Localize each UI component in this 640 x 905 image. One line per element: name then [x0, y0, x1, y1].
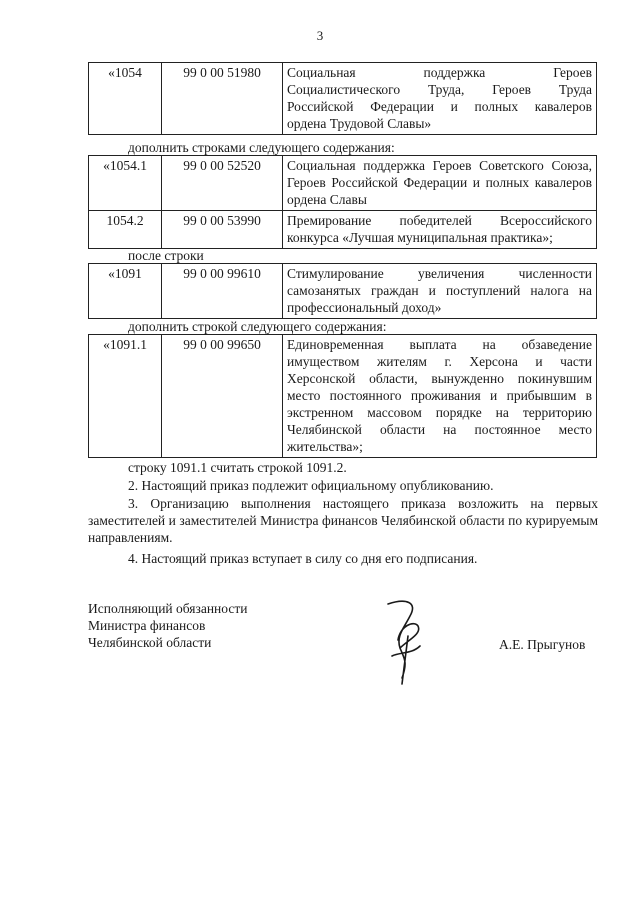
table-row [89, 264, 597, 319]
table-row-1091-1 [88, 334, 597, 458]
item-3: 3. Организацию выполнения настоящего приказа возложить на первых заместителей и заместителей Министра финансов Челябинской области по курируемым направлениям. [88, 496, 598, 545]
handwritten-signature [378, 596, 438, 686]
row-description: Стимулирование увеличения численности самозанятых граждан и поступлений налога на профессиональный доход» [283, 264, 597, 319]
table-row-1054 [88, 62, 597, 135]
item-4: 4. Настоящий приказ вступает в силу со дня его подписания. [128, 551, 478, 566]
row-number: «1091.1 [89, 335, 162, 458]
table-row [89, 211, 597, 249]
signatory-line: Министра финансов [88, 618, 206, 633]
table-row-1091 [88, 263, 597, 319]
signatory-line: Исполняющий обязанности [88, 601, 248, 616]
row-description: Премирование победителей Всероссийского конкурса «Лучшая муниципальная практика»; [283, 211, 597, 249]
row-description-line: Социальная поддержка Героев [287, 65, 592, 80]
table-row [89, 63, 597, 135]
row-description: Единовременная выплата на обзаведение имуществом жителям г. Херсона и части Херсонской области, вынужденно покинувшим место постоянного проживания и прибывшим в экстренном массовом порядке на территорию Челябинской области на постоянное место жительства»; [283, 335, 597, 458]
row-description-line: Социалистического Труда, Героев Труда [287, 82, 592, 97]
row-description-line: Российской Федерации и полных кавалеров [287, 99, 592, 114]
instruction-text: после строки [128, 248, 204, 263]
row-description [283, 63, 597, 135]
row-number: 1054.2 [89, 211, 162, 249]
page-number: 3 [316, 28, 324, 43]
row-description-line: ордена Трудовой Славы» [287, 116, 432, 131]
signatory-name: А.Е. Прыгунов [499, 637, 586, 652]
instruction-text: дополнить строкой следующего содержания: [128, 319, 387, 334]
row-number: «1054 [89, 63, 162, 135]
item-2: 2. Настоящий приказ подлежит официальному опубликованию. [128, 478, 494, 493]
table-rows-1054-1 [88, 155, 597, 249]
row-code: 99 0 00 52520 [162, 156, 283, 211]
table-row [89, 156, 597, 211]
signatory-line: Челябинской области [88, 635, 212, 650]
row-code: 99 0 00 99650 [162, 335, 283, 458]
table-row [89, 335, 597, 458]
instruction-text: дополнить строками следующего содержания: [128, 140, 395, 155]
row-number: «1054.1 [89, 156, 162, 211]
row-code: 99 0 00 51980 [162, 63, 283, 135]
signatory-title [88, 600, 247, 651]
row-code: 99 0 00 53990 [162, 211, 283, 249]
row-code: 99 0 00 99610 [162, 264, 283, 319]
row-number: «1091 [89, 264, 162, 319]
row-description: Социальная поддержка Героев Советского Союза, Героев Российской Федерации и полных кавалеров ордена Славы [283, 156, 597, 211]
renumber-text: строку 1091.1 считать строкой 1091.2. [128, 460, 347, 475]
